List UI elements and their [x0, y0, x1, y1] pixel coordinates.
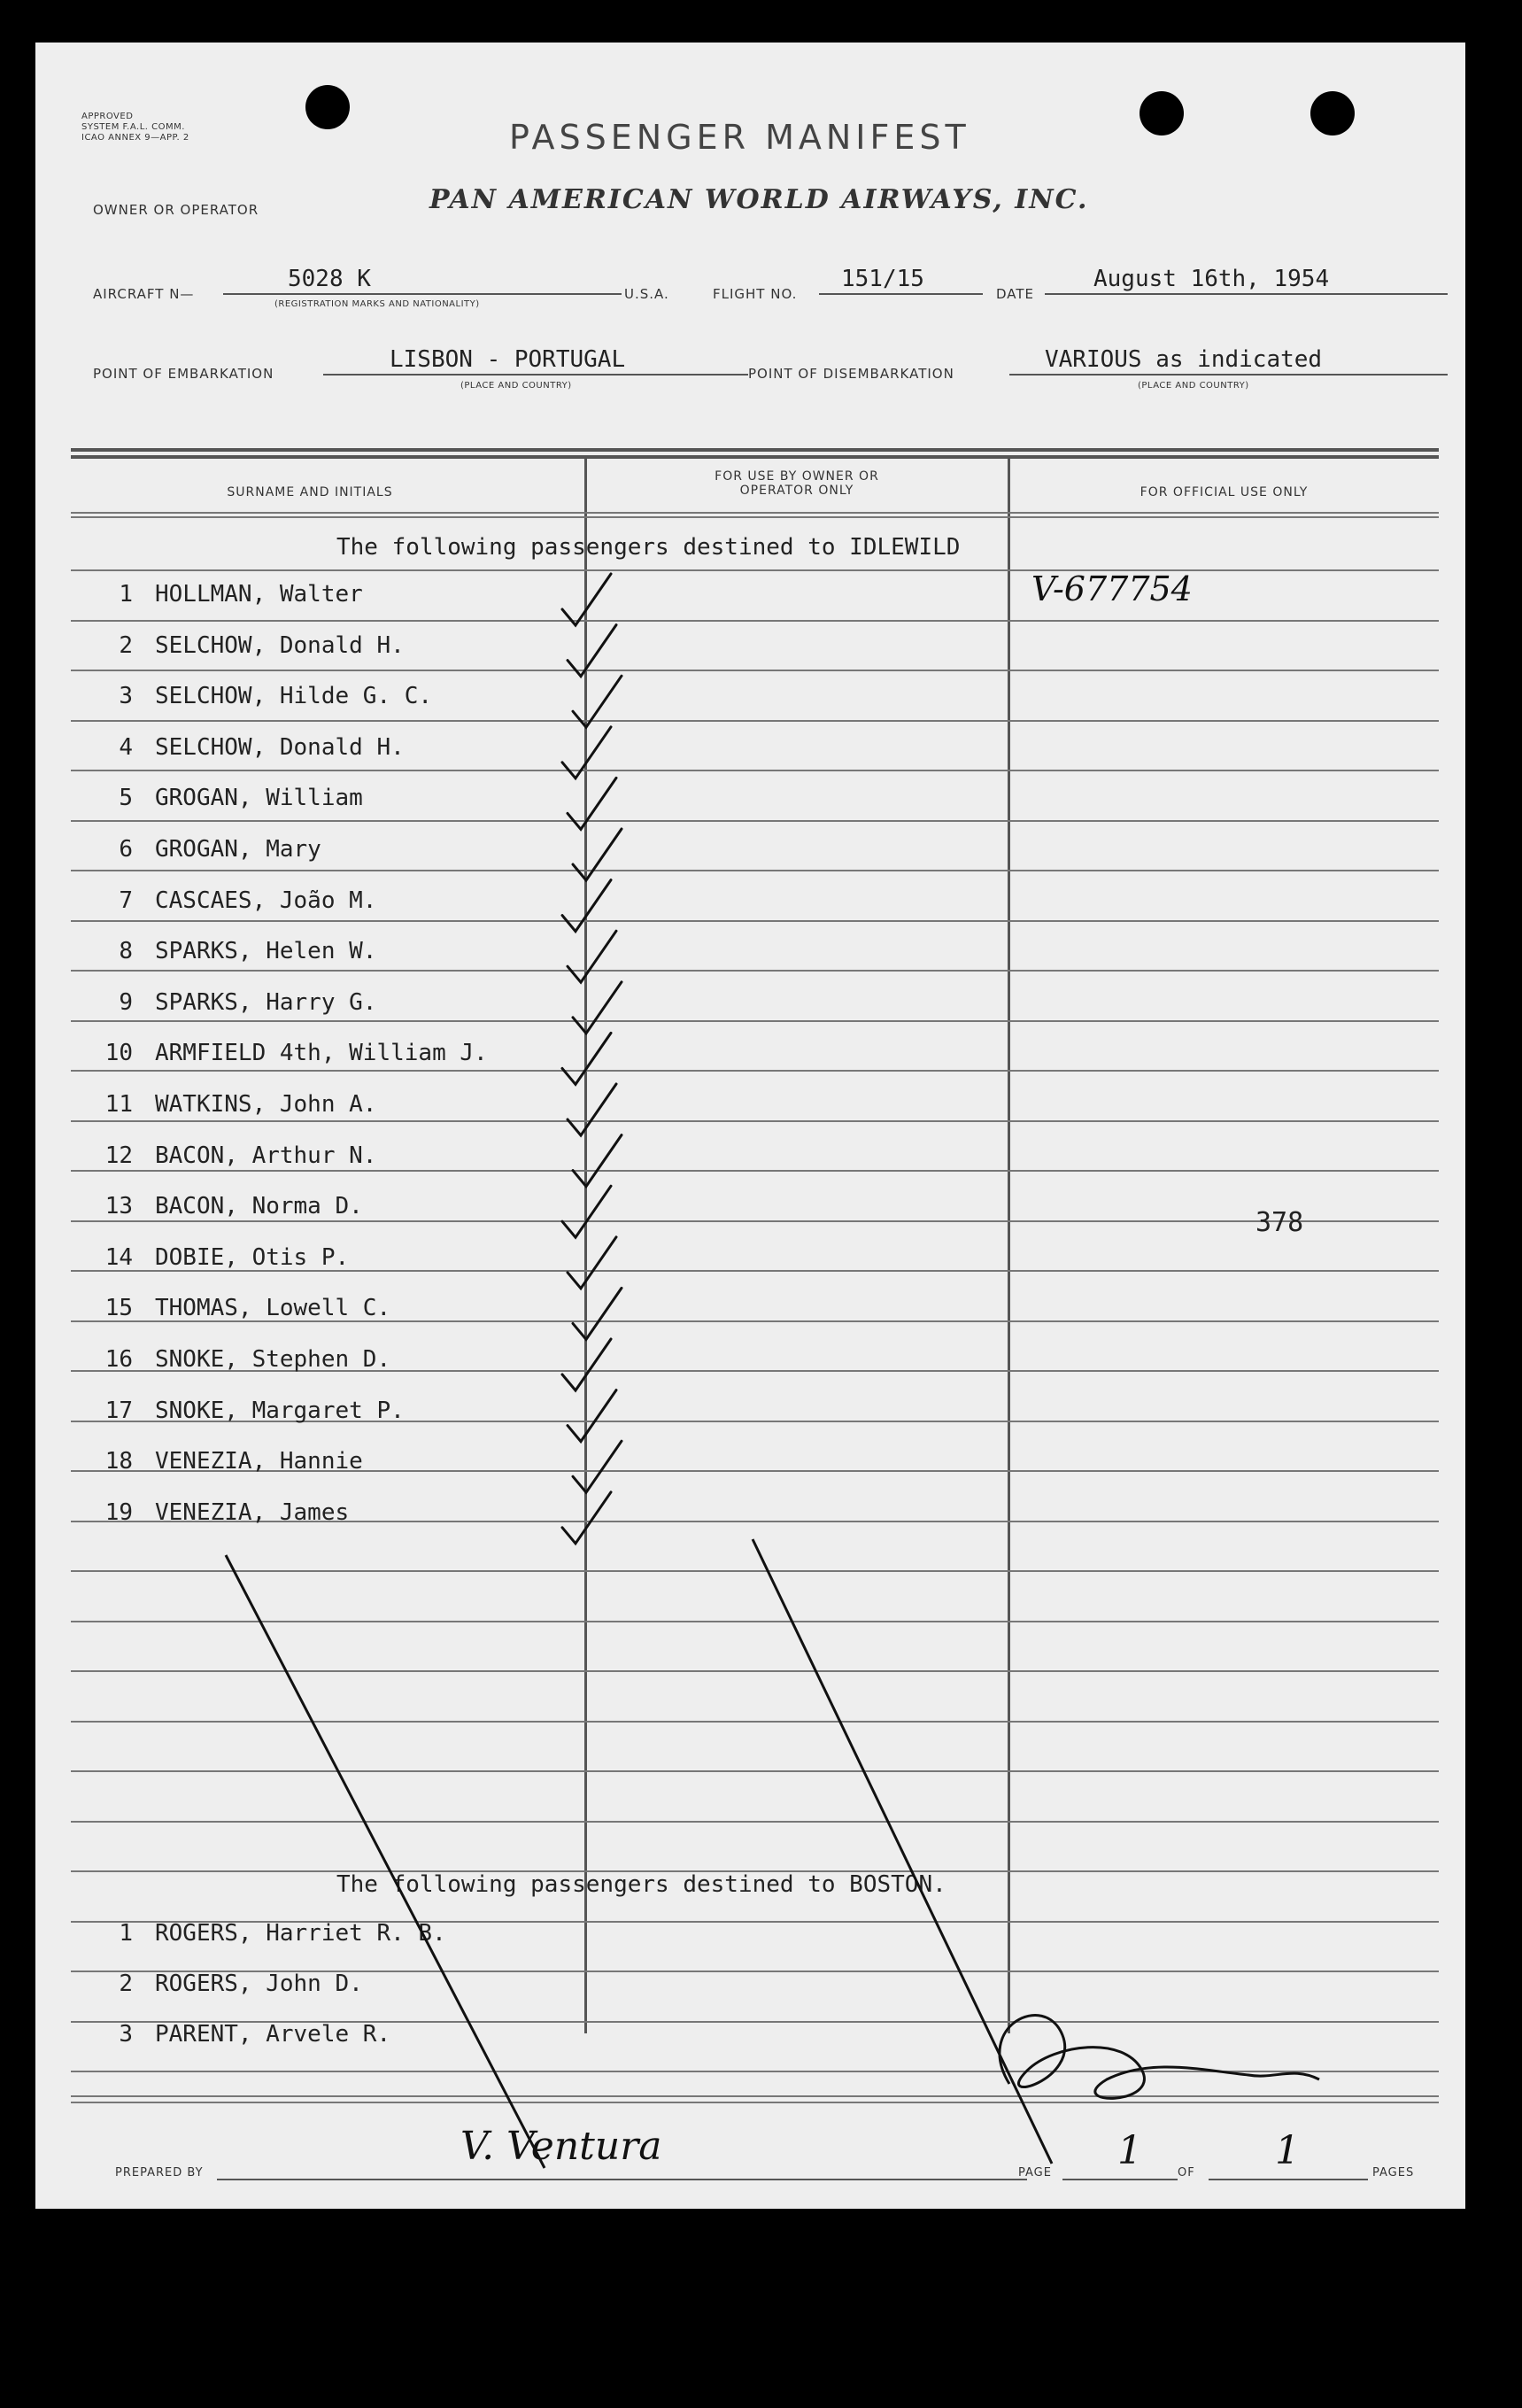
official-count: 378	[1255, 1207, 1304, 1238]
disembarkation-sublabel: (PLACE AND COUNTRY)	[1138, 381, 1249, 391]
stamp-line: SYSTEM F.A.L. COMM.	[81, 122, 185, 132]
passenger-number: 5	[119, 785, 133, 811]
passenger-number: 16	[104, 1346, 133, 1373]
check-mark	[573, 829, 622, 880]
passenger-name: SPARKS, Harry G.	[155, 989, 377, 1016]
passenger-name: SPARKS, Helen W.	[155, 938, 377, 964]
passenger-number: 7	[119, 887, 133, 914]
page-number: 1	[1117, 2128, 1142, 2173]
disembarkation-value: VARIOUS as indicated	[1045, 346, 1323, 373]
strike-line	[226, 1555, 545, 2168]
passenger-name: DOBIE, Otis P.	[155, 1244, 350, 1271]
passenger-number: 2	[119, 632, 133, 659]
manifest-page	[35, 43, 1465, 2209]
passenger-name: SELCHOW, Donald H.	[155, 632, 405, 659]
passenger-name: ROGERS, Harriet R. B.	[155, 1920, 446, 1947]
passenger-number: 3	[119, 2021, 133, 2048]
passenger-number: 12	[104, 1142, 133, 1169]
passenger-number: 10	[104, 1040, 133, 1066]
check-mark	[573, 676, 622, 727]
prepared-by-signature: V. Ventura	[460, 2124, 662, 2169]
passenger-number: 15	[104, 1295, 133, 1321]
passenger-name: PARENT, Arvele R.	[155, 2021, 391, 2048]
passenger-number: 14	[104, 1244, 133, 1271]
strike-line	[753, 1539, 1052, 2164]
stamp-line: APPROVED	[81, 112, 134, 121]
passenger-number: 4	[119, 734, 133, 761]
group-heading-boston: The following passengers destined to BOSTON.	[336, 1871, 946, 1898]
handwriting-overlay	[35, 43, 1465, 2209]
aircraft-label: AIRCRAFT N—	[93, 286, 195, 302]
passenger-number: 19	[104, 1499, 133, 1526]
embarkation-value: LISBON - PORTUGAL	[390, 346, 626, 373]
check-mark	[568, 1237, 616, 1289]
aircraft-sublabel: (REGISTRATION MARKS AND NATIONALITY)	[274, 299, 480, 309]
prepared-by-label: PREPARED BY	[115, 2166, 204, 2180]
check-mark	[562, 1339, 611, 1390]
passenger-number: 3	[119, 683, 133, 709]
check-mark	[562, 1186, 611, 1237]
visa-number: V-677754	[1031, 569, 1193, 608]
passenger-name: ARMFIELD 4th, William J.	[155, 1040, 488, 1066]
owner-label: OWNER OR OPERATOR	[93, 202, 259, 218]
passenger-number: 8	[119, 938, 133, 964]
flight-label: FLIGHT NO.	[713, 286, 798, 302]
check-mark	[562, 1033, 611, 1084]
flight-value: 151/15	[841, 266, 924, 292]
signature-mark	[1000, 2016, 1319, 2099]
passenger-name: SNOKE, Stephen D.	[155, 1346, 391, 1373]
passenger-number: 1	[119, 581, 133, 608]
passenger-name: GROGAN, Mary	[155, 836, 321, 863]
passenger-number: 18	[104, 1448, 133, 1475]
passenger-name: SELCHOW, Hilde G. C.	[155, 683, 433, 709]
passenger-number: 17	[104, 1398, 133, 1424]
country-label: U.S.A.	[624, 286, 669, 302]
check-mark	[562, 1492, 611, 1544]
passenger-name: SNOKE, Margaret P.	[155, 1398, 405, 1424]
passenger-name: CASCAES, João M.	[155, 887, 377, 914]
passenger-name: HOLLMAN, Walter	[155, 581, 363, 608]
column-header-surname: SURNAME AND INITIALS	[227, 485, 393, 499]
passenger-name: GROGAN, William	[155, 785, 363, 811]
embarkation-label: POINT OF EMBARKATION	[93, 366, 274, 382]
passenger-number: 6	[119, 836, 133, 863]
date-label: DATE	[996, 286, 1035, 302]
check-mark	[568, 625, 616, 677]
passenger-number: 2	[119, 1971, 133, 1997]
disembarkation-label: POINT OF DISEMBARKATION	[748, 366, 954, 382]
group-heading-idlewild: The following passengers destined to IDLEWILD	[336, 534, 961, 561]
passenger-number: 13	[104, 1193, 133, 1219]
column-header-official-use: FOR OFFICIAL USE ONLY	[1140, 485, 1309, 499]
passenger-number: 11	[104, 1091, 133, 1118]
passenger-name: THOMAS, Lowell C.	[155, 1295, 391, 1321]
passenger-name: SELCHOW, Donald H.	[155, 734, 405, 761]
check-mark	[573, 1441, 622, 1492]
check-mark	[568, 1390, 616, 1442]
passenger-name: VENEZIA, James	[155, 1499, 350, 1526]
passenger-name: VENEZIA, Hannie	[155, 1448, 363, 1475]
passenger-number: 9	[119, 989, 133, 1016]
check-mark	[562, 880, 611, 932]
date-value: August 16th, 1954	[1093, 266, 1330, 292]
aircraft-value: 5028 K	[288, 266, 371, 292]
embarkation-sublabel: (PLACE AND COUNTRY)	[460, 381, 572, 391]
check-mark	[568, 1084, 616, 1135]
check-mark	[573, 1135, 622, 1187]
passenger-name: BACON, Norma D.	[155, 1193, 363, 1219]
of-label: OF	[1178, 2166, 1195, 2180]
passenger-name: ROGERS, John D.	[155, 1971, 363, 1997]
stamp-line: ICAO ANNEX 9—APP. 2	[81, 133, 189, 143]
pages-label: PAGES	[1372, 2166, 1415, 2180]
check-mark	[573, 1288, 622, 1339]
owner-value: PAN AMERICAN WORLD AIRWAYS, INC.	[429, 184, 1089, 215]
check-mark	[562, 574, 611, 625]
page-total: 1	[1275, 2128, 1300, 2173]
passenger-name: WATKINS, John A.	[155, 1091, 377, 1118]
check-mark	[562, 727, 611, 778]
check-mark	[573, 982, 622, 1034]
passenger-name: BACON, Arthur N.	[155, 1142, 377, 1169]
check-mark	[568, 778, 616, 829]
passenger-number: 1	[119, 1920, 133, 1947]
page-label: PAGE	[1018, 2166, 1052, 2180]
check-mark	[568, 931, 616, 982]
check-marks	[562, 574, 622, 1544]
column-header-owner-use: FOR USE BY OWNER OR OPERATOR ONLY	[715, 469, 879, 498]
page-title: PASSENGER MANIFEST	[509, 118, 970, 157]
